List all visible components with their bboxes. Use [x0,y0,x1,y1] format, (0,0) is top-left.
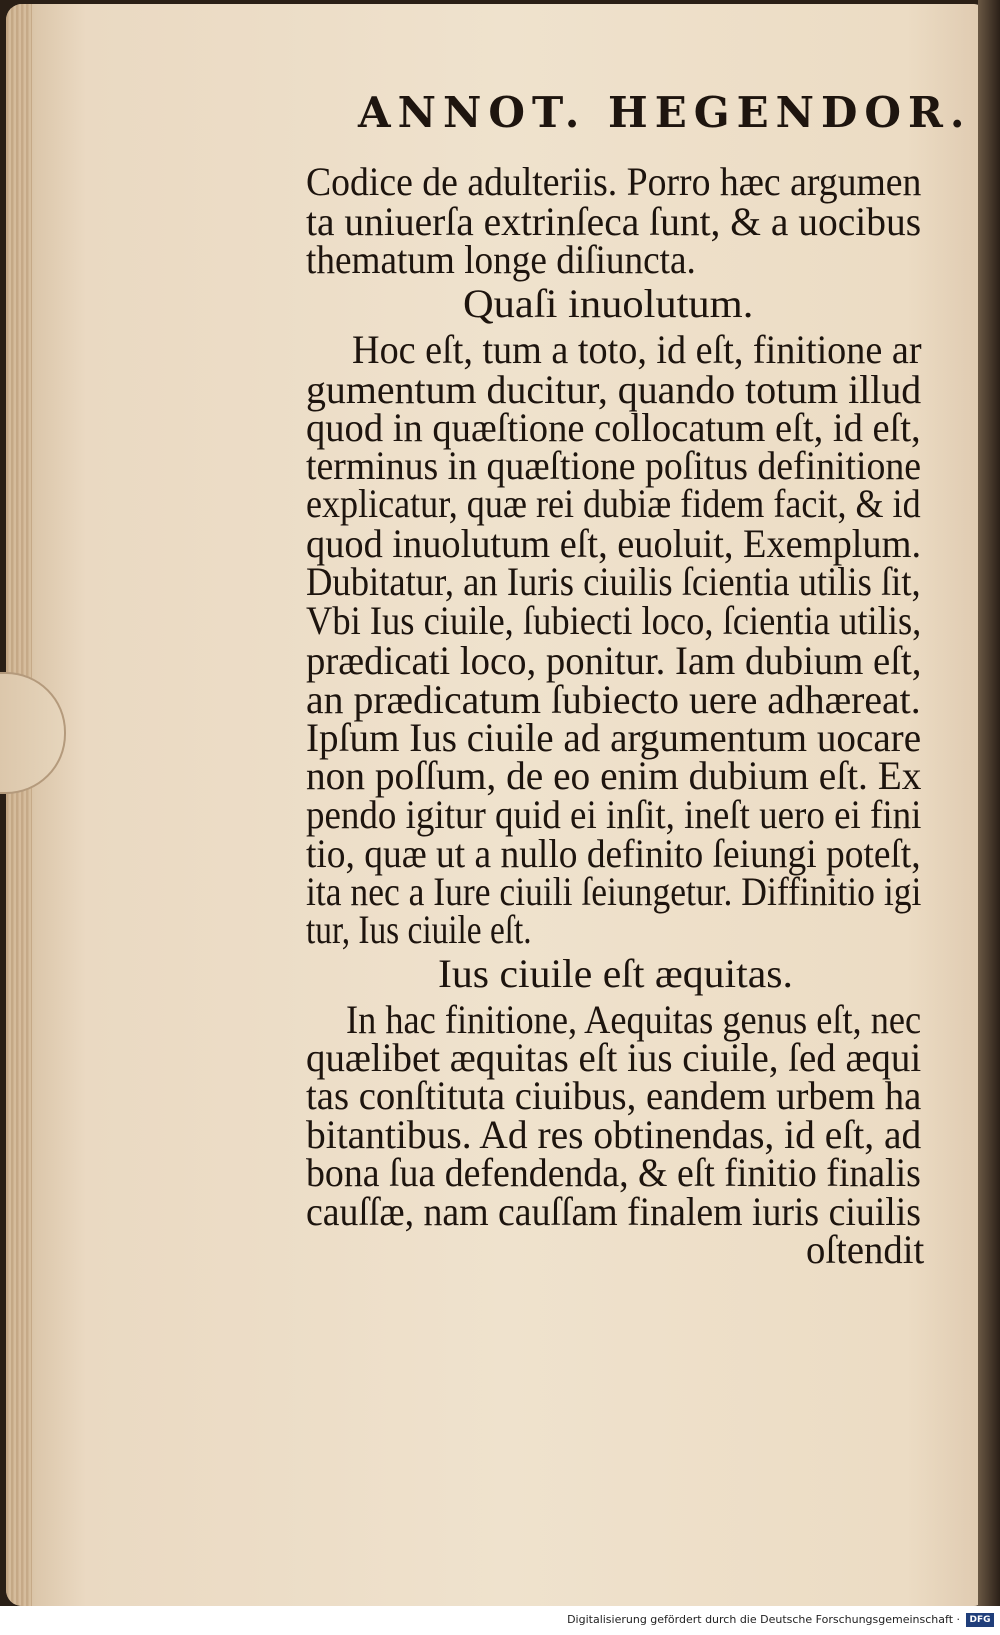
text-line: gumentum ducitur, quando totum illud [306,367,922,412]
text-line: terminus in quæſtione poſitus definitione [306,443,922,488]
text-line: In hac finitione, Aequitas genus eſt, nec [346,997,922,1042]
text-line: explicatur, quæ rei dubiæ fidem facit, & id [306,481,921,526]
footer-credit: Digitalisierung gefördert durch die Deutsche Forschungsgemeinschaft · [567,1613,960,1626]
page-edges [6,4,32,1606]
footer-bar [0,1606,1000,1635]
text-line: Dubitatur, an Iuris ciuilis ſcientia utilis ſit, [306,559,921,604]
text-line: Codice de adulteriis. Porro hæc argumen [306,159,922,204]
text-line: ita nec a Iure ciuili ſeiungetur. Diffinitio igi [306,869,922,914]
text-line: pendo igitur quid ei inſit, ineſt uero ei fini [306,792,922,837]
text-line: Hoc eſt, tum a toto, id eſt, finitione ar [352,327,922,372]
text-line: cauſſæ, nam cauſſam finalem iuris ciuilis [306,1189,921,1234]
spine-shadow [978,0,1000,1635]
text-line: bona ſua defendenda, & eſt finitio finalis [306,1150,921,1195]
text-line: tio, quæ ut a nullo definito ſeiungi poteſt, [306,831,921,876]
text-line: Ipſum Ius ciuile ad argumentum uocare [306,715,922,760]
section-heading: Quaſi inuolutum. [463,281,754,326]
text-line: bitantibus. Ad res obtinendas, id eſt, ad [306,1112,922,1157]
text-line: thematum longe diſiuncta. [306,237,696,282]
text-line: quælibet æquitas eſt ius ciuile, ſed æqui [306,1035,922,1080]
text-line: ta uniuerſa extrinſeca ſunt, & a uocibus [306,199,922,244]
text-line: quod inuolutum eſt, euoluit, Exemplum. [306,521,922,566]
text-line: tur, Ius ciuile eſt. [306,907,532,952]
dfg-logo: DFG [966,1613,994,1627]
text-line: oſtendit [806,1227,925,1272]
text-line: tas conſtituta ciuibus, eandem urbem ha [306,1073,922,1118]
text-line: Vbi Ius ciuile, ſubiecti loco, ſcientia utilis, [306,598,922,643]
text-line: an prædicatum ſubiecto uere adhæreat. [306,677,921,722]
text-line: non poſſum, de eo enim dubium eſt. Ex [306,753,922,798]
section-heading: Ius ciuile eſt æquitas. [438,951,793,996]
text-line: prædicati loco, ponitur. Iam dubium eſt, [306,638,922,683]
text-line: quod in quæſtione collocatum eſt, id eſt, [306,405,921,450]
running-title: ANNOT. HEGENDOR. [358,88,972,137]
